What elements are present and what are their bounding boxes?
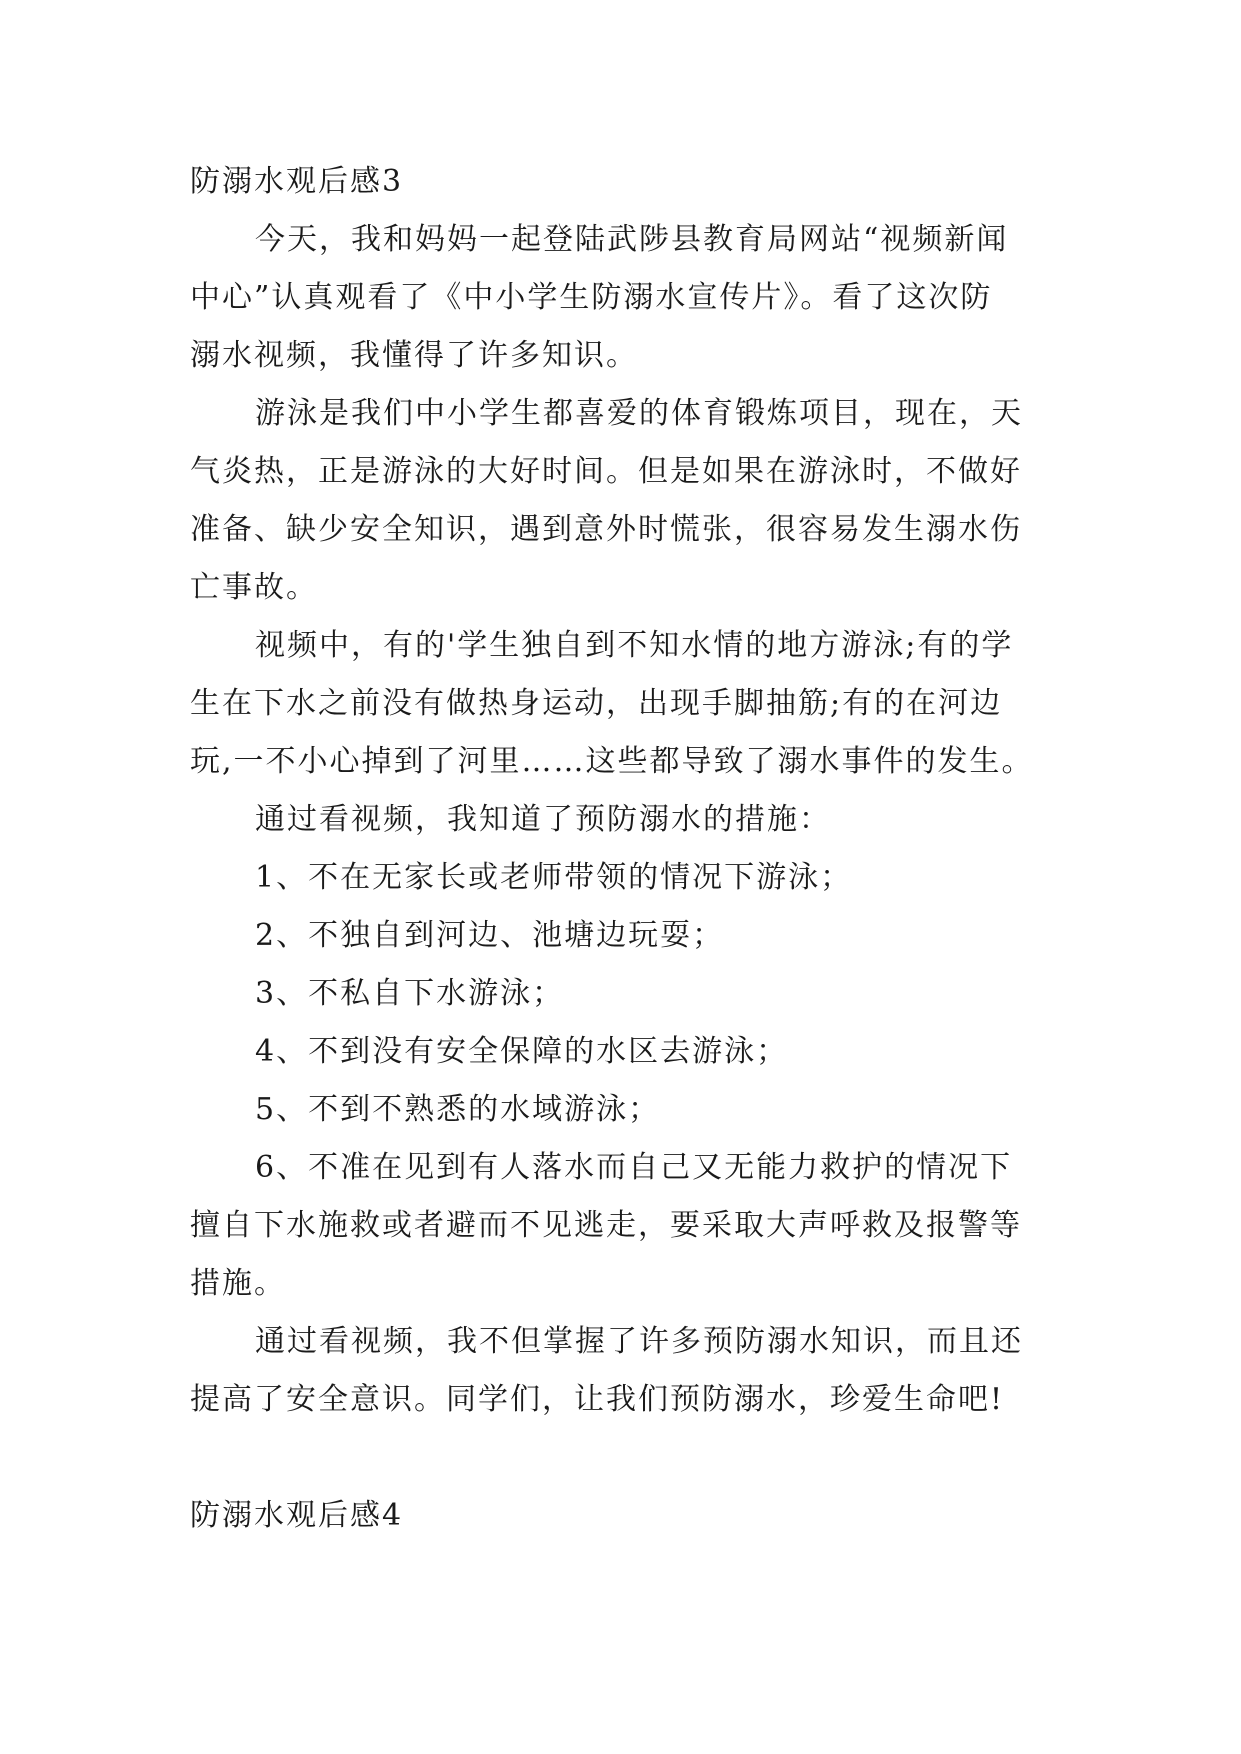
list-item-6-line-3: 措施。 (190, 1266, 286, 1301)
paragraph-2-line-3: 准备、缺少安全知识，遇到意外时慌张，很容易发生溺水伤 (190, 512, 1022, 547)
paragraph-2-line-4: 亡事故。 (190, 570, 318, 605)
list-item-3: 3、不私自下水游泳； (255, 976, 565, 1011)
paragraph-1-line-1: 今天，我和妈妈一起登陆武陟县教育局网站“视频新闻 (255, 222, 1009, 257)
paragraph-4-line-1: 通过看视频，我知道了预防溺水的措施： (255, 802, 831, 837)
list-item-6-line-1: 6、不准在见到有人落水而自己又无能力救护的情况下 (255, 1150, 1013, 1185)
list-item-5: 5、不到不熟悉的水域游泳； (255, 1092, 661, 1127)
paragraph-3-line-3: 玩,一不小心掉到了河里……这些都导致了溺水事件的发生。 (190, 744, 1034, 779)
paragraph-1-line-3: 溺水视频，我懂得了许多知识。 (190, 338, 638, 373)
list-item-6-line-2: 擅自下水施救或者避而不见逃走，要采取大声呼救及报警等 (190, 1208, 1022, 1243)
paragraph-5-line-1: 通过看视频，我不但掌握了许多预防溺水知识，而且还 (255, 1324, 1023, 1359)
list-item-4: 4、不到没有安全保障的水区去游泳； (255, 1034, 789, 1069)
paragraph-5-line-2: 提高了安全意识。同学们，让我们预防溺水，珍爱生命吧! (190, 1382, 1005, 1417)
paragraph-2-line-2: 气炎热，正是游泳的大好时间。但是如果在游泳时，不做好 (190, 454, 1022, 489)
paragraph-1-line-2: 中心”认真观看了《中小学生防溺水宣传片》。看了这次防 (190, 280, 993, 315)
section-4-title: 防溺水观后感4 (190, 1498, 404, 1533)
section-3-title: 防溺水观后感3 (190, 164, 404, 199)
paragraph-3-line-2: 生在下水之前没有做热身运动，出现手脚抽筋;有的在河边 (190, 686, 1003, 721)
paragraph-3-line-1: 视频中，有的'学生独自到不知水情的地方游泳;有的学 (255, 628, 1014, 663)
list-item-2: 2、不独自到河边、池塘边玩耍； (255, 918, 725, 953)
paragraph-2-line-1: 游泳是我们中小学生都喜爱的体育锻炼项目，现在，天 (255, 396, 1023, 431)
list-item-1: 1、不在无家长或老师带领的情况下游泳； (255, 860, 853, 895)
